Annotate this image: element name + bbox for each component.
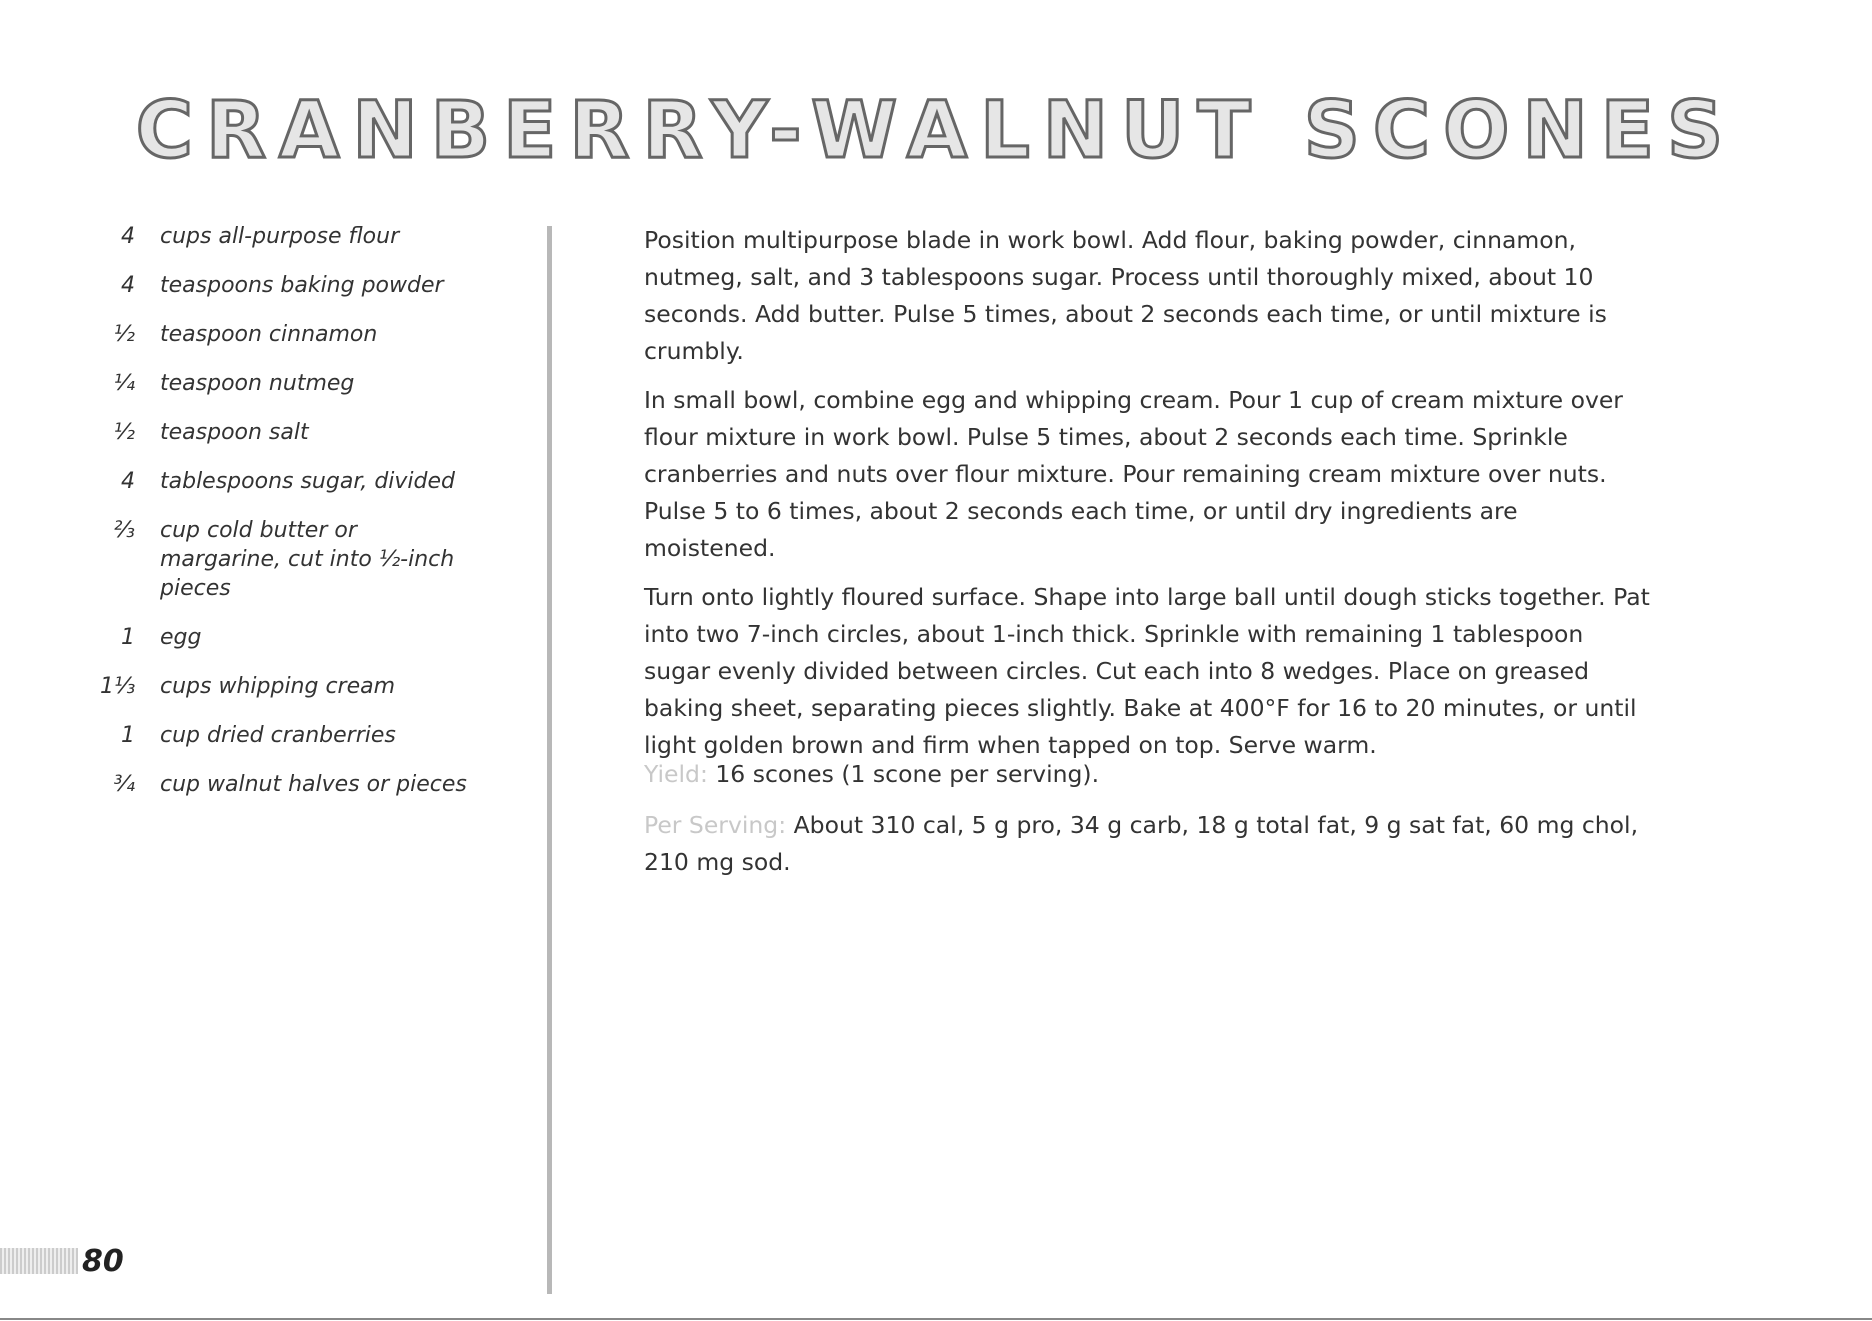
per-serving-line xyxy=(644,807,1654,881)
method-text xyxy=(644,222,1654,776)
ingredient-item xyxy=(100,467,520,496)
ingredient-description: teaspoon salt xyxy=(160,420,309,445)
ingredient-item xyxy=(100,320,520,349)
ingredient-description: teaspoons baking powder xyxy=(160,273,444,298)
ingredient-item xyxy=(100,672,520,701)
method-paragraph: Position multipurpose blade in work bowl. Add flour, baking powder, cinnamon, nutmeg, salt, and 3 tablespoons sugar. Process until thoroughly mixed, about 10 seconds. Add butter. Pulse 5 times, about 2 seconds each time, or until mixture is crumbly. xyxy=(644,226,1607,365)
ingredient-quantity: ½ xyxy=(113,322,135,347)
ingredient-quantity: 4 xyxy=(121,224,135,249)
ingredient-item xyxy=(100,271,520,300)
bottom-rule xyxy=(0,1318,1872,1320)
ingredient-item xyxy=(100,222,520,251)
ingredient-description: cup walnut halves or pieces xyxy=(160,772,467,797)
ingredient-quantity: 4 xyxy=(121,273,135,298)
column-divider xyxy=(547,226,552,1294)
method-paragraph: Turn onto lightly floured surface. Shape into large ball until dough sticks together. Pat into two 7-inch circles, about 1-inch thick. Sprinkle with remaining 1 tablespoon sugar evenly divided between circles. Cut each into 8 wedges. Place on greased baking sheet, separating pieces slightly. Bake at 400°F for 16 to 20 minutes, or until light golden brown and firm when tapped on top. Serve warm. xyxy=(644,583,1650,759)
ingredient-item xyxy=(100,770,520,799)
per-serving-label: Per Serving: xyxy=(644,811,787,839)
ingredient-quantity: ½ xyxy=(113,420,135,445)
ingredient-description: tablespoons sugar, divided xyxy=(160,469,456,494)
per-serving-value: About 310 cal, 5 g pro, 34 g carb, 18 g total fat, 9 g sat fat, 60 mg chol, 210 mg sod. xyxy=(644,811,1639,876)
yield-value: 16 scones (1 scone per serving). xyxy=(715,760,1100,788)
page-title: CRANBERRY-WALNUT SCONES xyxy=(135,86,1737,176)
ingredient-quantity: ¾ xyxy=(113,772,135,797)
ingredient-description: teaspoon cinnamon xyxy=(160,322,378,347)
page-number: 80 xyxy=(78,1244,130,1279)
ingredient-item xyxy=(100,721,520,750)
ingredient-description: teaspoon nutmeg xyxy=(160,371,355,396)
ingredient-list xyxy=(100,222,520,819)
yield-line xyxy=(644,756,1654,793)
ingredient-item xyxy=(100,516,520,603)
ingredient-quantity: 1⅓ xyxy=(100,674,136,699)
ingredient-description: cups whipping cream xyxy=(160,674,396,699)
ingredient-description: cup dried cranberries xyxy=(160,723,396,748)
ingredient-quantity: 1 xyxy=(121,723,135,748)
ingredient-quantity: 4 xyxy=(121,469,135,494)
recipe-facts xyxy=(644,756,1654,895)
ingredient-quantity: ⅔ xyxy=(113,518,135,543)
method-paragraph: In small bowl, combine egg and whipping cream. Pour 1 cup of cream mixture over flour mixture in work bowl. Pulse 5 times, about 2 seconds each time. Sprinkle cranberries and nuts over flour mixture. Pour remaining cream mixture over nuts. Pulse 5 to 6 times, about 2 seconds each time, or until dry ingredients are moistened. xyxy=(644,386,1623,562)
ingredient-description: cups all-purpose flour xyxy=(160,224,400,249)
ingredient-item xyxy=(100,418,520,447)
ingredient-quantity: ¼ xyxy=(113,371,135,396)
ingredient-item xyxy=(100,623,520,652)
ingredient-description: cup cold butter or margarine, cut into ½-inch pieces xyxy=(160,518,455,601)
ingredient-description: egg xyxy=(160,625,202,650)
ingredient-quantity: 1 xyxy=(121,625,135,650)
yield-label: Yield: xyxy=(644,760,708,788)
ingredient-item xyxy=(100,369,520,398)
